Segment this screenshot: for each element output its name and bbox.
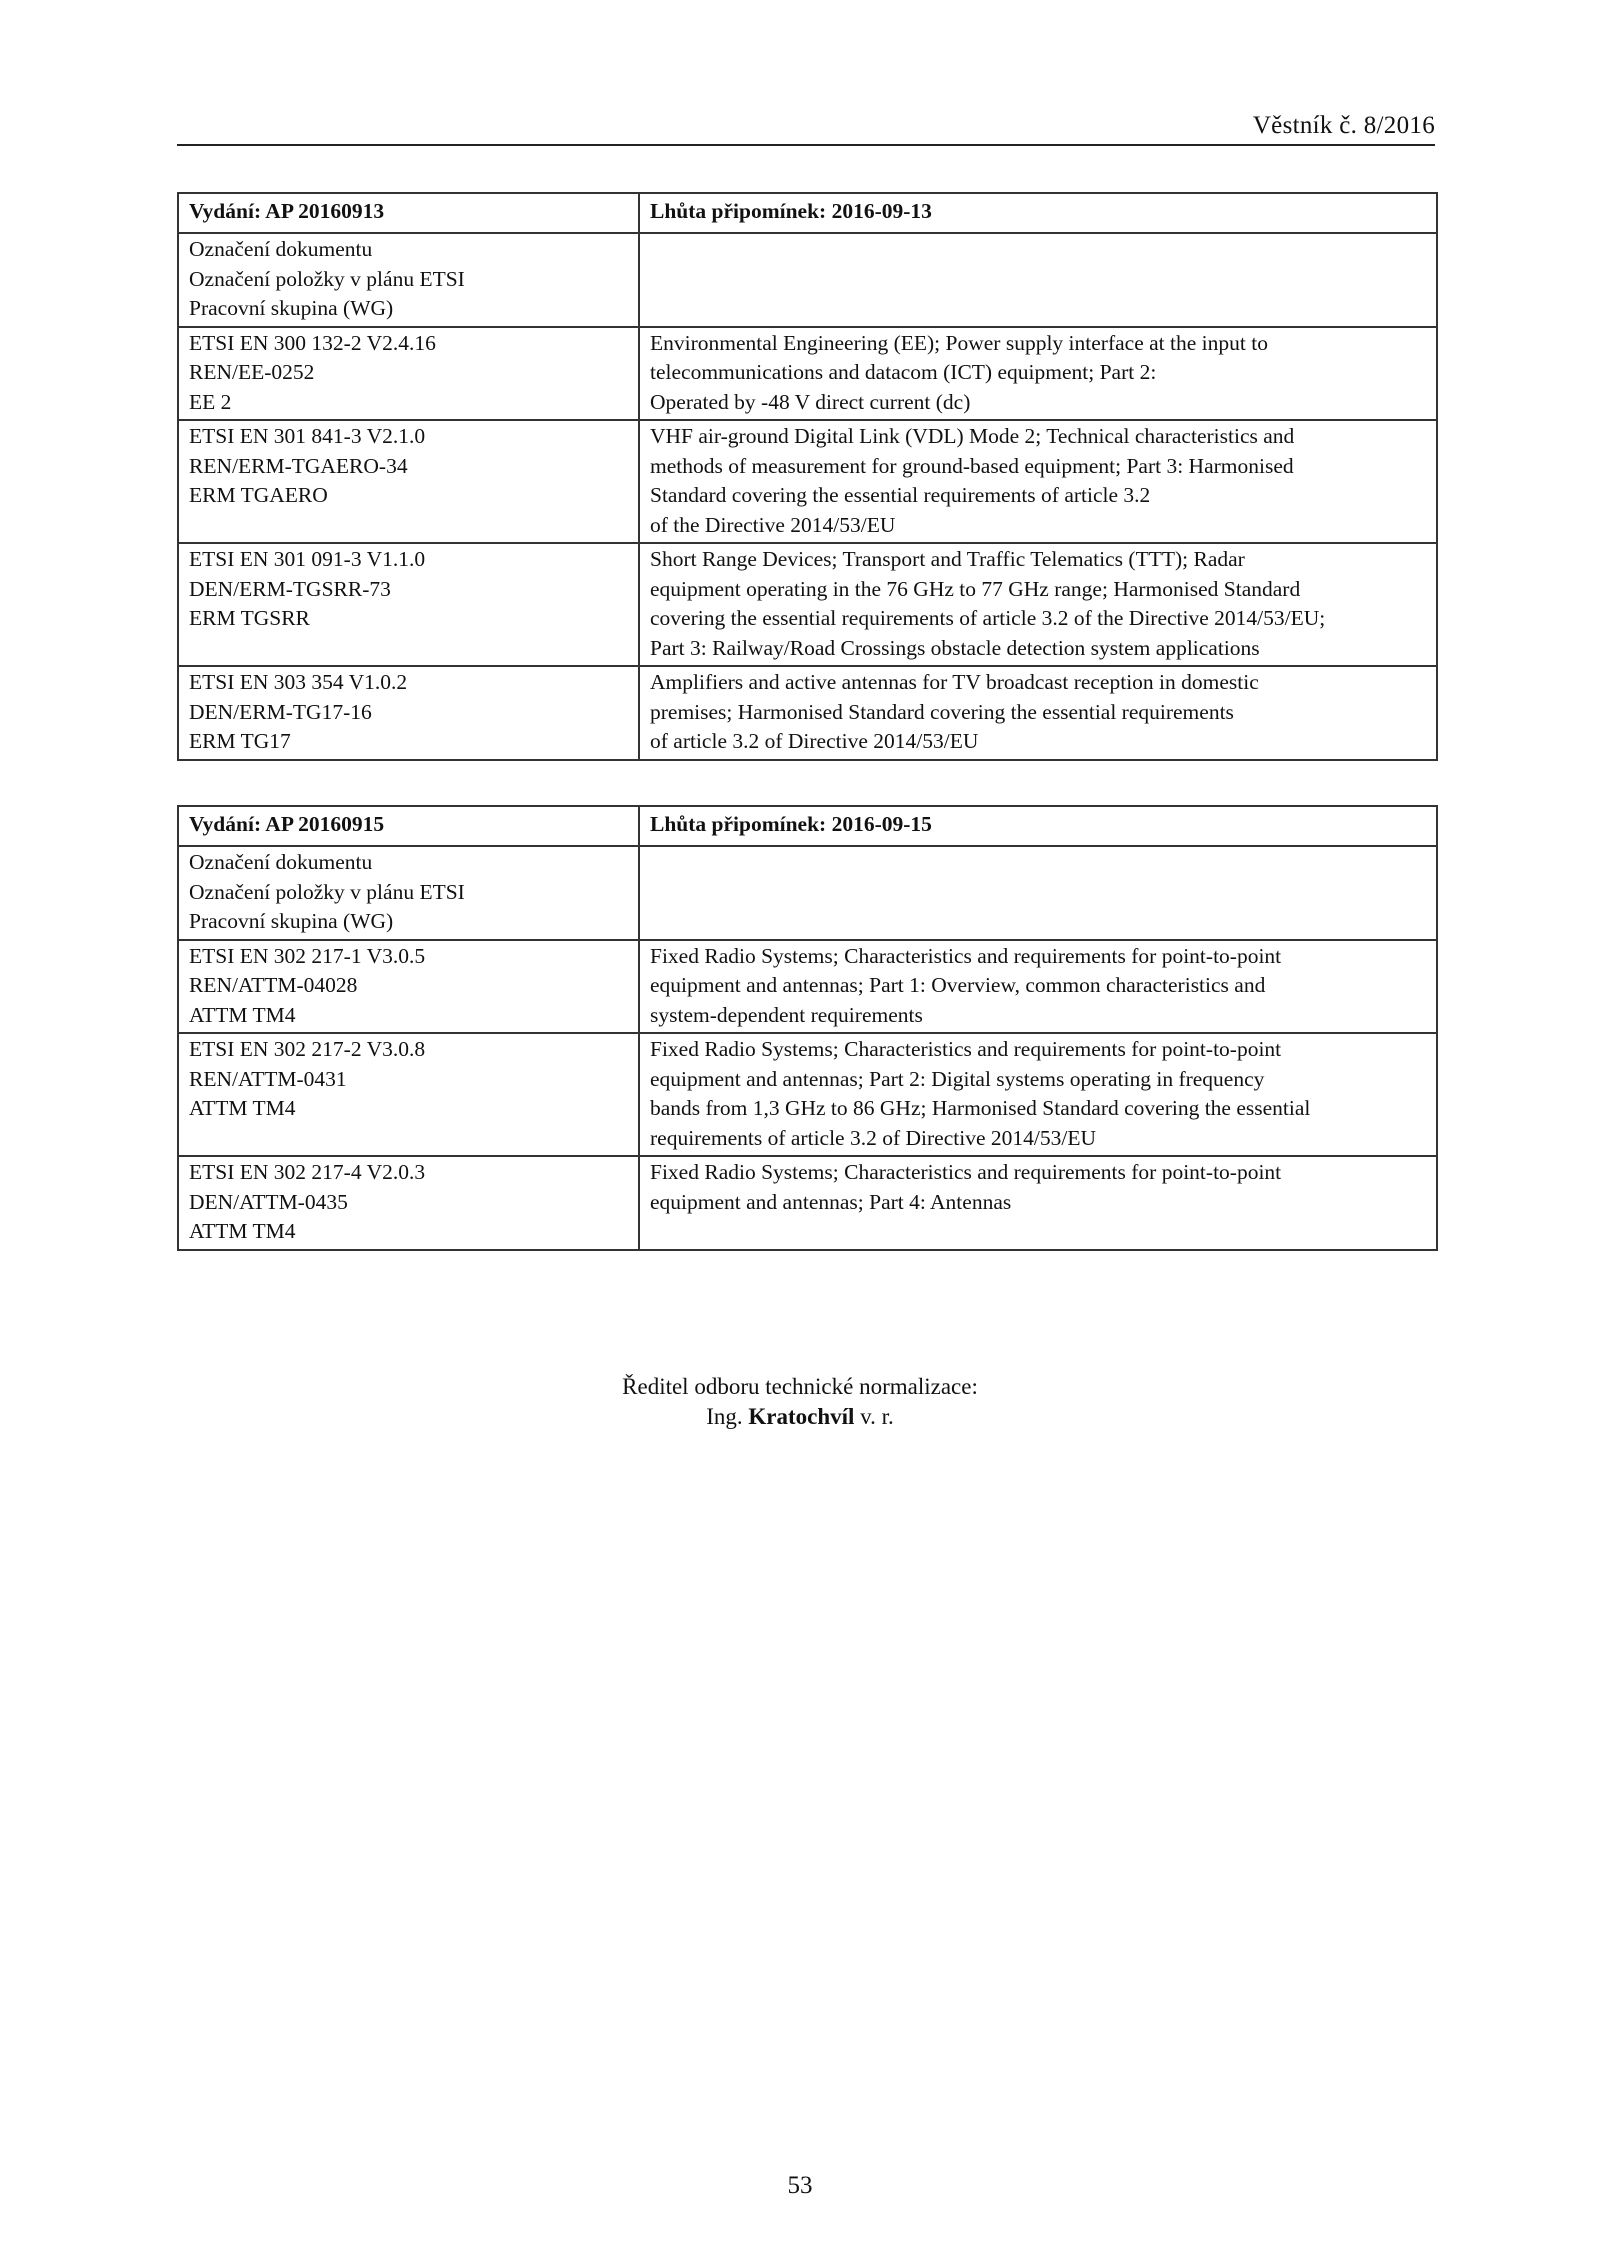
- signatory-line: [0, 1402, 1600, 1432]
- work-item-ref: DEN/ATTM-0435: [189, 1189, 348, 1214]
- standard-title: [639, 666, 1437, 760]
- title-line: Part 3: Railway/Road Crossings obstacle detection system applications: [650, 635, 1260, 660]
- work-item-ref: REN/ATTM-0431: [189, 1066, 347, 1091]
- standard-number: ETSI EN 302 217-1 V3.0.5: [189, 943, 426, 968]
- title-line: covering the essential requirements of article 3.2 of the Directive 2014/53/EU;: [650, 606, 1326, 630]
- standard-title: [639, 1156, 1437, 1250]
- standard-number: ETSI EN 303 354 V1.0.2: [189, 670, 408, 694]
- table-row: [178, 940, 1437, 1034]
- standard-number: ETSI EN 302 217-2 V3.0.8: [189, 1037, 426, 1061]
- title-line: VHF air-ground Digital Link (VDL) Mode 2; Technical characteristics and: [650, 424, 1295, 448]
- standard-title: [639, 1033, 1437, 1156]
- work-item-ref: REN/ERM-TGAERO-34: [189, 453, 408, 478]
- legend-empty-cell: [639, 846, 1437, 940]
- issue-label: Vydání: AP 20160913: [178, 193, 639, 233]
- table-row: [178, 543, 1437, 666]
- legend-document-designation: Označení dokumentu: [189, 237, 373, 261]
- working-group: ERM TGSRR: [189, 606, 310, 630]
- standard-title: [639, 940, 1437, 1034]
- working-group: ATTM TM4: [189, 1096, 296, 1120]
- title-line: telecommunications and datacom (ICT) equipment; Part 2:: [650, 360, 1157, 384]
- table-row: [178, 1156, 1437, 1250]
- working-group: ERM TGAERO: [189, 483, 328, 507]
- title-line: bands from 1,3 GHz to 86 GHz; Harmonised Standard covering the essential: [650, 1096, 1311, 1120]
- legend-work-item: Označení položky v plánu ETSI: [189, 879, 465, 904]
- title-line: Fixed Radio Systems; Characteristics and requirements for point-to-point: [650, 1037, 1282, 1061]
- deadline-label: Lhůta připomínek: 2016-09-15: [639, 806, 1437, 846]
- title-line: of the Directive 2014/53/EU: [650, 512, 896, 537]
- legend-working-group: Pracovní skupina (WG): [189, 296, 394, 320]
- issue-label: Vydání: AP 20160915: [178, 806, 639, 846]
- title-line: Short Range Devices; Transport and Traffic Telematics (TTT); Radar: [650, 547, 1245, 571]
- signatory-role: Ředitel odboru technické normalizace:: [622, 1374, 978, 1399]
- signatory-suffix: v. r.: [854, 1404, 894, 1429]
- page-number: 53: [787, 2172, 813, 2199]
- legend-empty-cell: [639, 233, 1437, 327]
- title-line: equipment operating in the 76 GHz to 77 GHz range; Harmonised Standard: [650, 576, 1301, 601]
- legend-document-designation: Označení dokumentu: [189, 850, 373, 874]
- working-group: ERM TG17: [189, 729, 291, 753]
- legend-working-group: Pracovní skupina (WG): [189, 909, 394, 933]
- standard-ids: [178, 1033, 639, 1156]
- working-group: EE 2: [189, 389, 232, 414]
- table-row: [178, 666, 1437, 760]
- signature-block: [0, 1372, 1600, 1432]
- standard-ids: [178, 1156, 639, 1250]
- table-row: [178, 420, 1437, 543]
- title-line: equipment and antennas; Part 4: Antennas: [650, 1189, 1012, 1214]
- legend-row: [178, 233, 1437, 327]
- standard-number: ETSI EN 302 217-4 V2.0.3: [189, 1160, 426, 1184]
- title-line: Environmental Engineering (EE); Power supply interface at the input to: [650, 330, 1268, 355]
- work-item-ref: REN/ATTM-04028: [189, 973, 358, 997]
- title-line: Operated by -48 V direct current (dc): [650, 389, 971, 414]
- title-line: Amplifiers and active antennas for TV broadcast reception in domestic: [650, 670, 1259, 694]
- standards-table-2: [177, 805, 1438, 1251]
- title-line: Fixed Radio Systems; Characteristics and requirements for point-to-point: [650, 1160, 1282, 1184]
- work-item-ref: DEN/ERM-TG17-16: [189, 699, 372, 724]
- standard-ids: [178, 327, 639, 421]
- legend-cell: [178, 233, 639, 327]
- work-item-ref: REN/EE-0252: [189, 360, 315, 384]
- deadline-label: Lhůta připomínek: 2016-09-13: [639, 193, 1437, 233]
- standard-number: ETSI EN 301 841-3 V2.1.0: [189, 424, 426, 448]
- bulletin-title: Věstník č. 8/2016: [1252, 112, 1435, 139]
- work-item-ref: DEN/ERM-TGSRR-73: [189, 576, 391, 601]
- signatory-name: Kratochvíl: [748, 1404, 855, 1429]
- legend-work-item: Označení položky v plánu ETSI: [189, 266, 465, 291]
- standard-number: ETSI EN 301 091-3 V1.1.0: [189, 547, 426, 571]
- standards-table-1: [177, 192, 1438, 761]
- standard-ids: [178, 940, 639, 1034]
- standard-number: ETSI EN 300 132-2 V2.4.16: [189, 330, 436, 355]
- standard-title: [639, 543, 1437, 666]
- title-line: premises; Harmonised Standard covering the essential requirements: [650, 699, 1234, 724]
- header-rule: [177, 144, 1435, 146]
- table-row: [178, 1033, 1437, 1156]
- standard-ids: [178, 666, 639, 760]
- title-line: methods of measurement for ground-based equipment; Part 3: Harmonised: [650, 453, 1294, 478]
- standard-ids: [178, 420, 639, 543]
- signatory-title: Ing.: [706, 1404, 749, 1429]
- legend-cell: [178, 846, 639, 940]
- standard-title: [639, 327, 1437, 421]
- title-line: system-dependent requirements: [650, 1002, 923, 1027]
- working-group: ATTM TM4: [189, 1219, 296, 1243]
- standard-ids: [178, 543, 639, 666]
- title-line: of article 3.2 of Directive 2014/53/EU: [650, 729, 979, 753]
- table-row: [178, 327, 1437, 421]
- table-header-row: [178, 193, 1437, 233]
- working-group: ATTM TM4: [189, 1002, 296, 1027]
- standard-title: [639, 420, 1437, 543]
- title-line: Standard covering the essential requirements of article 3.2: [650, 483, 1151, 507]
- table-header-row: [178, 806, 1437, 846]
- title-line: equipment and antennas; Part 2: Digital systems operating in frequency: [650, 1066, 1265, 1091]
- title-line: requirements of article 3.2 of Directive 2014/53/EU: [650, 1125, 1096, 1150]
- title-line: equipment and antennas; Part 1: Overview, common characteristics and: [650, 973, 1266, 997]
- title-line: Fixed Radio Systems; Characteristics and requirements for point-to-point: [650, 943, 1282, 968]
- legend-row: [178, 846, 1437, 940]
